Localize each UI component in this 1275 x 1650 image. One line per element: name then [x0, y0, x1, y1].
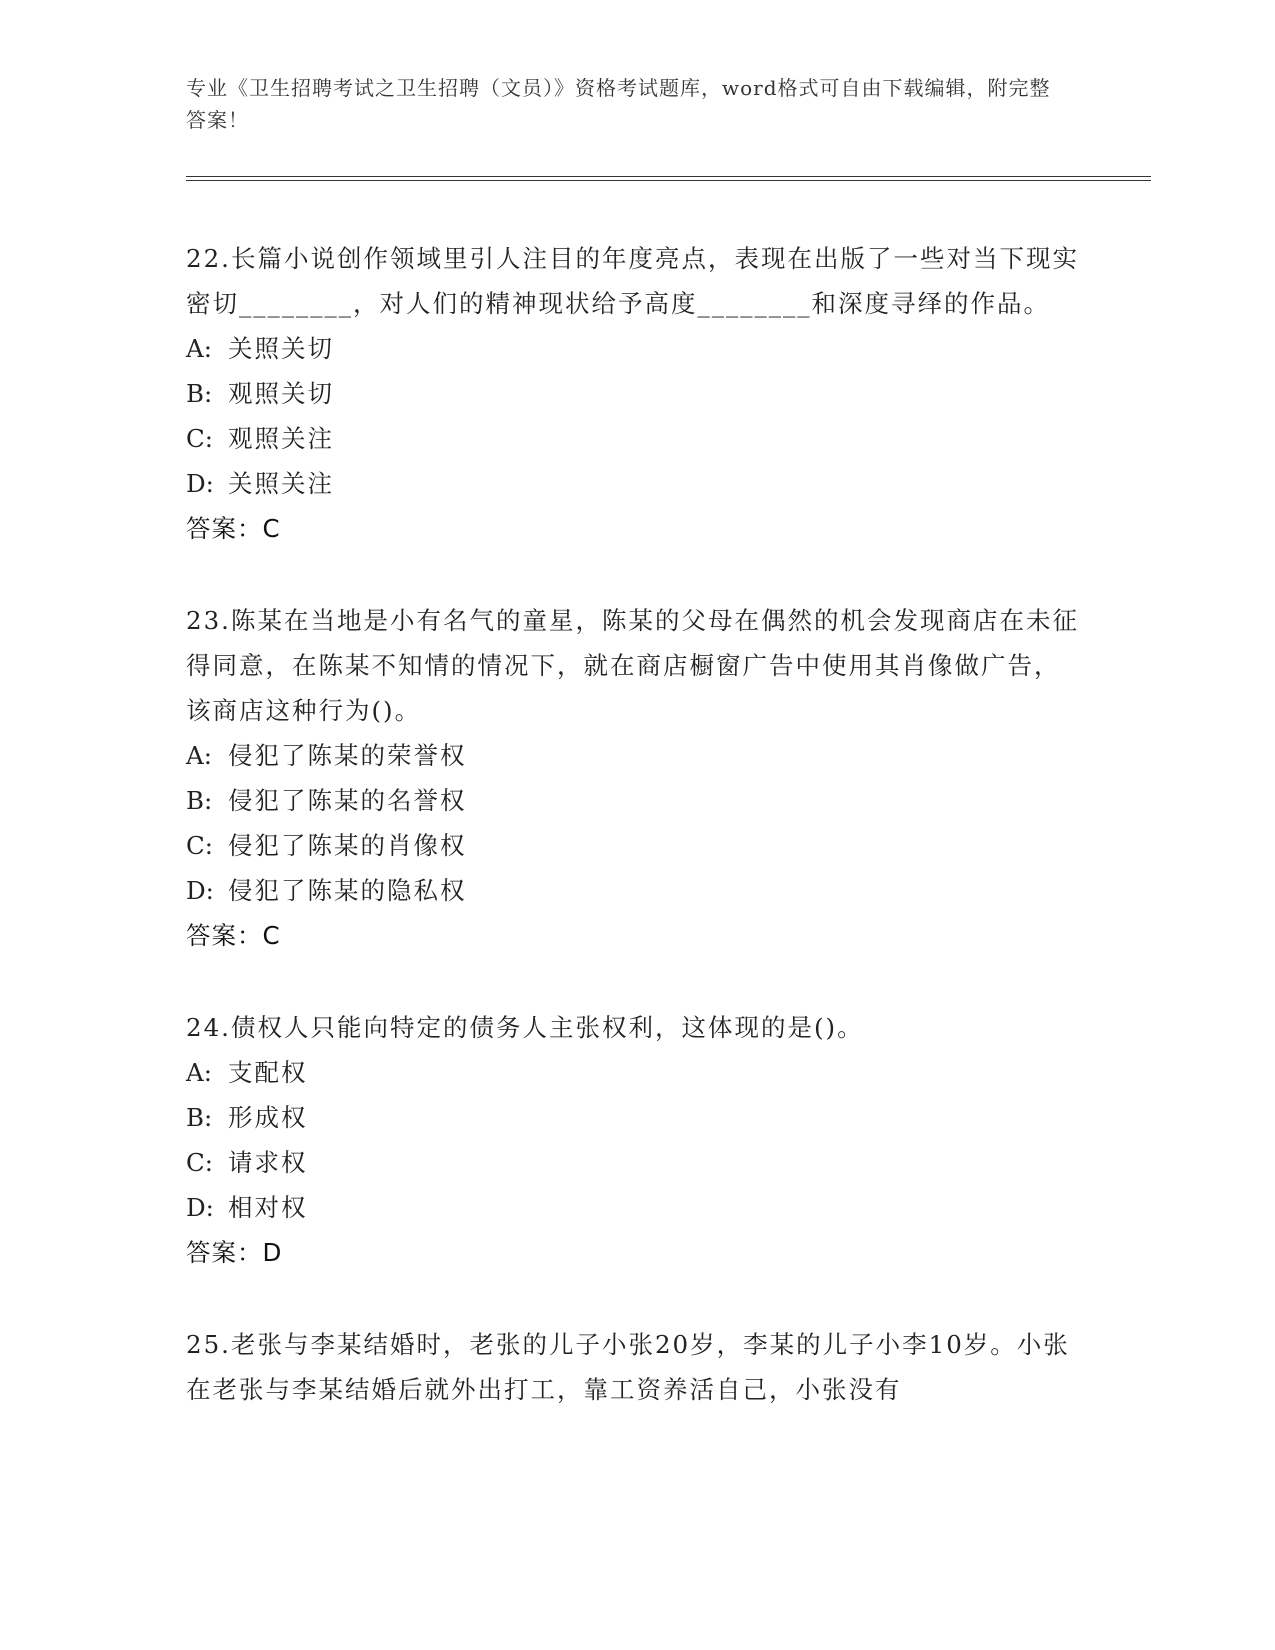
option-c — [186, 416, 1086, 461]
option-text: 侵犯了陈某的荣誉权 — [228, 741, 467, 770]
option-text: 关照关注 — [228, 469, 334, 498]
option-text: 形成权 — [228, 1103, 308, 1132]
option-d — [186, 868, 1086, 913]
answer-line: 答案：C — [186, 514, 281, 543]
option-letter: B: — [186, 1103, 213, 1132]
question-stem: 22.长篇小说创作领域里引人注目的年度亮点，表现在出版了一些对当下现实密切________，对人们的精神现状给予高度________和深度寻绎的作品。 — [186, 244, 1079, 318]
option-letter: C: — [186, 1148, 214, 1177]
option-list — [186, 1050, 1086, 1230]
option-a — [186, 326, 1086, 371]
option-text: 相对权 — [228, 1193, 308, 1222]
option-letter: C: — [186, 831, 214, 860]
option-c — [186, 823, 1086, 868]
option-d — [186, 461, 1086, 506]
answer-line: 答案：D — [186, 1238, 283, 1267]
question-22 — [186, 236, 1086, 552]
question-list — [186, 236, 1086, 1458]
option-letter: B: — [186, 786, 213, 815]
option-text: 侵犯了陈某的名誉权 — [228, 786, 467, 815]
option-list — [186, 326, 1086, 506]
option-text: 请求权 — [228, 1148, 308, 1177]
option-text: 关照关切 — [228, 334, 334, 363]
option-letter: D: — [186, 1193, 214, 1222]
option-letter: D: — [186, 876, 214, 905]
option-letter: C: — [186, 424, 214, 453]
question-stem: 23.陈某在当地是小有名气的童星，陈某的父母在偶然的机会发现商店在未征得同意，在陈某不知情的情况下，就在商店橱窗广告中使用其肖像做广告，该商店这种行为()。 — [186, 606, 1079, 725]
question-stem: 25.老张与李某结婚时，老张的儿子小张20岁，李某的儿子小李10岁。小张在老张与李某结婚后就外出打工，靠工资养活自己，小张没有 — [186, 1330, 1070, 1404]
option-list — [186, 733, 1086, 913]
option-b — [186, 1095, 1086, 1140]
option-text: 侵犯了陈某的隐私权 — [228, 876, 467, 905]
option-b — [186, 778, 1086, 823]
option-a — [186, 1050, 1086, 1095]
option-d — [186, 1185, 1086, 1230]
option-letter: D: — [186, 469, 214, 498]
question-23 — [186, 598, 1086, 959]
option-text: 侵犯了陈某的肖像权 — [228, 831, 467, 860]
option-c — [186, 1140, 1086, 1185]
option-letter: A: — [186, 1058, 212, 1087]
answer-line: 答案：C — [186, 921, 281, 950]
document-header — [186, 72, 1066, 136]
option-text: 观照关注 — [228, 424, 334, 453]
option-letter: A: — [186, 741, 212, 770]
option-a — [186, 733, 1086, 778]
question-24 — [186, 1005, 1086, 1276]
option-letter: A: — [186, 334, 212, 363]
question-stem: 24.债权人只能向特定的债务人主张权利，这体现的是()。 — [186, 1013, 864, 1042]
option-text: 支配权 — [228, 1058, 308, 1087]
header-double-rule — [186, 176, 1151, 181]
header-text: 专业《卫生招聘考试之卫生招聘（文员）》资格考试题库，word格式可自由下载编辑，附完整答案！ — [186, 76, 1051, 132]
option-text: 观照关切 — [228, 379, 334, 408]
option-letter: B: — [186, 379, 213, 408]
question-25 — [186, 1322, 1086, 1412]
option-b — [186, 371, 1086, 416]
